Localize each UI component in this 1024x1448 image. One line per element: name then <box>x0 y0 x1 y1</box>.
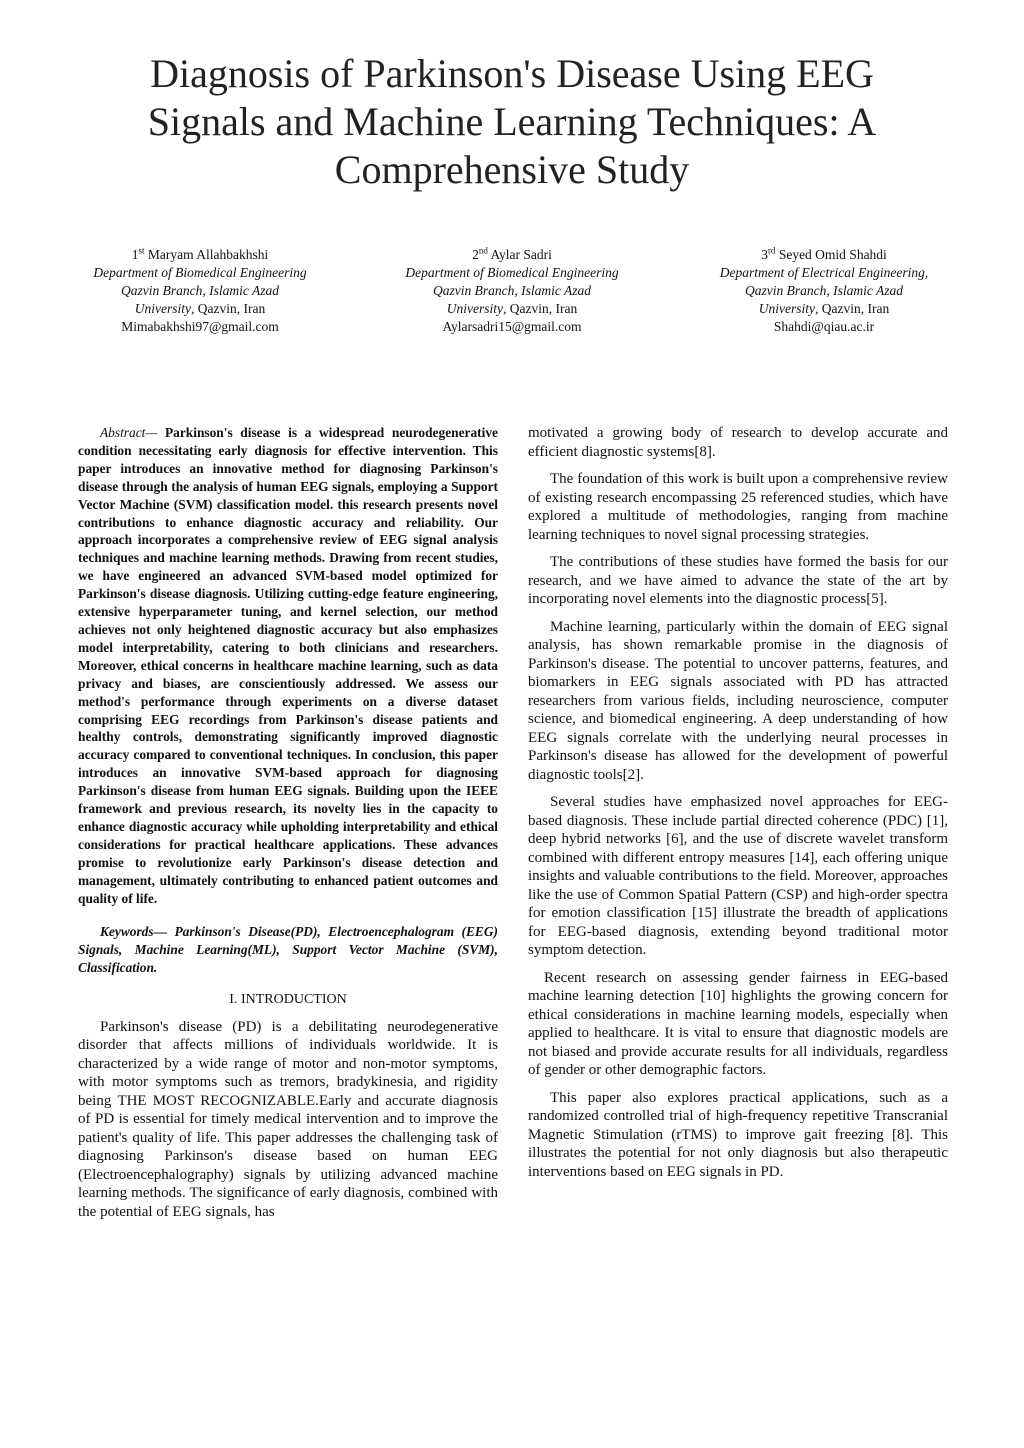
abstract-label: Abstract— <box>100 425 158 440</box>
author-email: Aylarsadri15@gmail.com <box>442 319 582 334</box>
author-block <box>60 246 964 336</box>
intro-paragraph-2: motivated a growing body of research to develop accurate and efficient diagnostic systems[8]. <box>528 425 948 460</box>
intro-paragraph-5: Machine learning, particularly within the domain of EEG signal analysis, has shown remarkable promise in the diagnosis of Parkinson's disease. The potential to uncover patterns, features, and biomarkers in EEG signals associated with PD has attracted researchers from various fields, including neuroscience, computer science, and biomedical engineering. A deep understanding of how EEG signals correlate with the underlying neural processes in Parkinson's disease has allowed for the development of powerful diagnostic tools[2]. <box>528 618 948 783</box>
author-university: University, Qazvin, Iran <box>758 301 890 316</box>
author-branch: Qazvin Branch, Islamic Azad <box>433 283 591 298</box>
left-column <box>78 424 498 1230</box>
author-email: Shahdi@qiau.ac.ir <box>773 319 875 334</box>
author-email: Mimabakhshi97@gmail.com <box>121 319 279 334</box>
author-2 <box>372 246 652 336</box>
intro-paragraph-4: The contributions of these studies have formed the basis for our research, and we have aimed to advance the state of the art by incorporating novel elements into the diagnostic process[5]. <box>528 554 948 607</box>
intro-paragraph-8: This paper also explores practical applications, such as a randomized controlled trial of high-frequency repetitive Transcranial Magnetic Stimulation (rTMS) to improve gait freezing [8]. This illustrates the potential for not only diagnosis but also therapeutic interventions based on EEG signals in PD. <box>528 1089 948 1180</box>
keywords <box>78 923 498 977</box>
paper-title: Diagnosis of Parkinson's Disease Using EEG Signals and Machine Learning Techniques: A Comprehensive Study <box>147 51 877 192</box>
author-name: Seyed Omid Shahdi <box>778 247 887 262</box>
author-university: University, Qazvin, Iran <box>134 301 266 316</box>
author-department: Department of Electrical Engineering, <box>719 265 929 280</box>
author-name-line: 2nd Aylar Sadri <box>472 245 552 262</box>
keywords-label: Keywords— <box>100 924 167 940</box>
abstract-text: Parkinson's disease is a widespread neurodegenerative condition necessitating early diagnosis for effective intervention. This paper introduces an innovative method for diagnosing Parkinson's disease through the analysis of human EEG signals, employing a Support Vector Machine (SVM) classification model. this research presents novel contributions to enhance diagnostic accuracy and reliability. Our approach incorporates a comprehensive review of EEG signal analysis techniques and machine learning methods. Drawing from recent studies, we have engineered an advanced SVM-based model optimized for Parkinson's disease diagnosis. Utilizing cutting-edge feature engineering, extensive hyperparameter tuning, and kernel selection, our method achieves not only heightened diagnostic accuracy but also emphasizes model interpretability, catering to both clinicians and researchers. Moreover, ethical concerns in healthcare machine learning, such as data privacy and biases, are conscientiously addressed. We assess our method's performance through experiments on a diverse dataset comprising EEG recordings from Parkinson's disease patients and healthy controls, demonstrating significantly improved diagnostic accuracy compared to conventional techniques. In conclusion, this paper introduces an innovative SVM-based approach for diagnosing Parkinson's disease from human EEG signals. Building upon the IEEE framework and previous research, its novelty lies in the capacity to enhance diagnostic accuracy while upholding interpretability and ethical considerations for practical healthcare applications. These advances promise to revolutionize early Parkinson's disease detection and management, ultimately contributing to enhanced patient outcomes and quality of life. <box>78 425 498 906</box>
author-name-line: 1st Maryam Allahbakhshi <box>131 245 269 262</box>
intro-paragraph-7: Recent research on assessing gender fairness in EEG-based machine learning detection [10] highlights the growing concern for ethical considerations in machine learning models, especially when applied to healthcare. It is vital to ensure that diagnostic models are not biased and provide accurate results for all individuals, regardless of gender or other demographic factors. <box>528 969 948 1078</box>
intro-paragraph-1: Parkinson's disease (PD) is a debilitating neurodegenerative disorder that affects millions of individuals worldwide. It is characterized by a wide range of motor and non-motor symptoms, with motor symptoms such as tremors, bradykinesia, and rigidity being THE MOST RECOGNIZABLE.Early and accurate diagnosis of PD is essential for timely medical intervention and to improve the patient's quality of life. This paper addresses the challenging task of diagnosing Parkinson's disease based on human EEG (Electroencephalography) signals by utilizing advanced machine learning methods. The significance of early diagnosis, combined with the potential of EEG signals, has <box>78 1018 498 1220</box>
author-branch: Qazvin Branch, Islamic Azad <box>121 283 279 298</box>
author-department: Department of Biomedical Engineering <box>93 265 307 280</box>
author-3 <box>684 246 964 336</box>
author-university: University, Qazvin, Iran <box>446 301 578 316</box>
right-column <box>528 424 948 1190</box>
author-name-line: 3rd Seyed Omid Shahdi <box>761 245 887 262</box>
author-1 <box>60 246 340 336</box>
intro-paragraph-6: Several studies have emphasized novel approaches for EEG-based diagnosis. These include partial directed coherence (PDC) [1], deep hybrid networks [6], and the use of discrete wavelet transform combined with different entropy measures [14], each offering unique insights and valuable contributions to the field. Moreover, approaches like the use of Common Spatial Pattern (CSP) and high-order spectra for emotion classification [15] illustrate the breadth of applications for EEG-based diagnosis, extending beyond traditional motor symptom detection. <box>528 794 948 958</box>
author-department: Department of Biomedical Engineering <box>405 265 619 280</box>
intro-paragraph-3: The foundation of this work is built upon a comprehensive review of existing research encompassing 25 referenced studies, which have explored a multitude of methodologies, ranging from machine learning techniques to novel signal processing strategies. <box>528 471 948 543</box>
author-name: Aylar Sadri <box>490 247 552 262</box>
keywords-text: Parkinson's Disease(PD), Electroencephalogram (EEG) Signals, Machine Learning(ML), Support Vector Machine (SVM), Classification. <box>78 924 498 976</box>
abstract <box>78 424 498 907</box>
author-name: Maryam Allahbakhshi <box>147 247 269 262</box>
author-branch: Qazvin Branch, Islamic Azad <box>745 283 903 298</box>
section-heading-introduction: I. INTRODUCTION <box>229 992 347 1008</box>
